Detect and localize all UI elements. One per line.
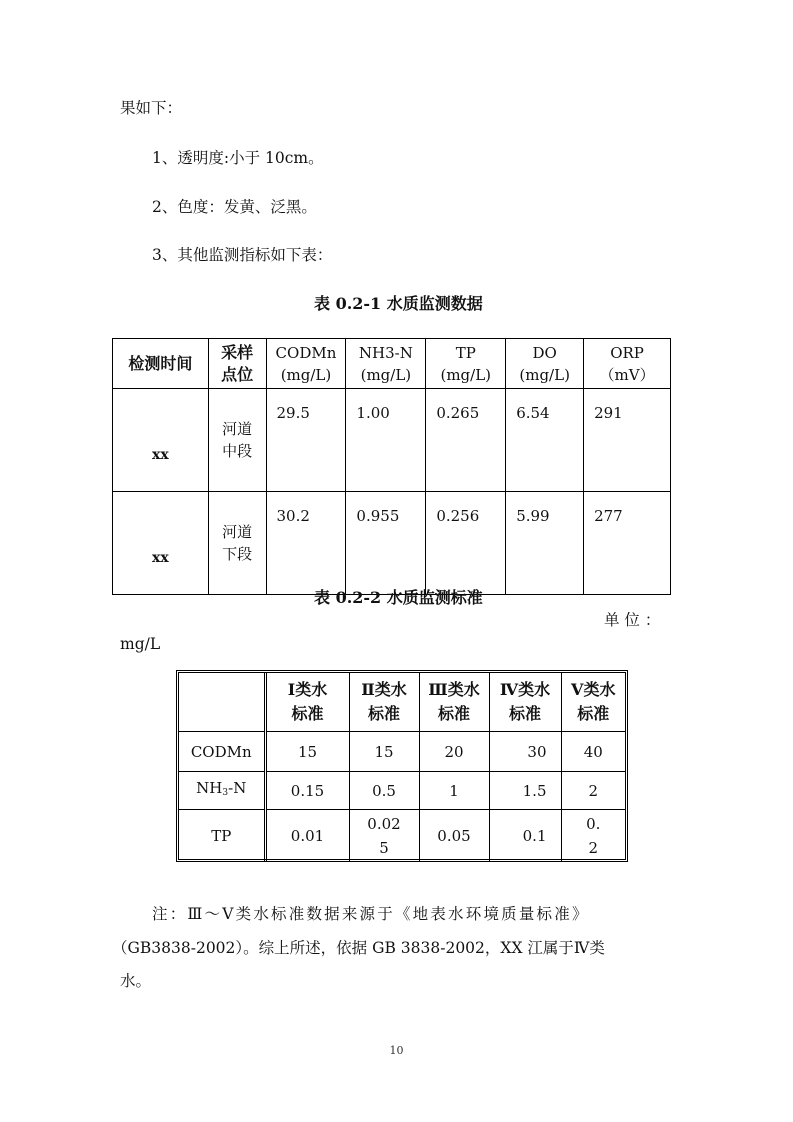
table1-caption: 表 0.2-1 水质监测数据 (314, 294, 483, 313)
cell-nh3n: 1.00 (346, 389, 426, 492)
header-cell: Ⅰ类水 标准 (265, 673, 349, 732)
unit-value: mg/L (120, 635, 161, 653)
table-row (113, 389, 671, 492)
note-line-1: 注：Ⅲ～Ⅴ类水标准数据来源于《地表水环境质量标准》 (152, 905, 590, 923)
cell-codmn: 29.5 (266, 389, 346, 492)
cell-value: 1 (419, 772, 489, 810)
row-label: TP (179, 810, 265, 863)
cell-time: xx (113, 389, 209, 492)
table-row (179, 772, 625, 810)
header-cell: ORP （mV） (584, 339, 671, 389)
cell-do: 6.54 (506, 389, 584, 492)
cell-value: 0.01 (265, 810, 349, 863)
table-header-row (179, 673, 625, 732)
page-number: 10 (389, 1044, 404, 1057)
note-line-3: 水。 (120, 972, 152, 990)
cell-site: 河道 下段 (208, 492, 266, 595)
cell-tp: 0.256 (426, 492, 506, 595)
header-cell-empty (179, 673, 265, 732)
cell-orp: 291 (584, 389, 671, 492)
header-cell: TP (mg/L) (426, 339, 506, 389)
cell-value: 0.5 (349, 772, 419, 810)
water-quality-standard-table (176, 670, 628, 862)
cell-value: 20 (419, 732, 489, 772)
table-row (113, 492, 671, 595)
cell-value: 2 (561, 772, 625, 810)
cell-codmn: 30.2 (266, 492, 346, 595)
note-line-2: （GB3838-2002）。综上所述，依据 GB 3838-2002，XX 江属于Ⅳ类 (112, 939, 605, 957)
header-cell: 采样 点位 (208, 339, 266, 389)
cell-value: 15 (265, 732, 349, 772)
cell-value: 15 (349, 732, 419, 772)
cell-value: 30 (489, 732, 561, 772)
cell-value: 0. 2 (561, 810, 625, 863)
cell-value: 0.1 (489, 810, 561, 863)
header-cell: CODMn (mg/L) (266, 339, 346, 389)
header-cell: DO (mg/L) (506, 339, 584, 389)
header-cell: 检测时间 (113, 339, 209, 389)
row-label: $NH_3-N$ (179, 772, 265, 810)
list-item-transparency: 1、透明度:小于 10cm。 (152, 149, 324, 167)
cell-time: xx (113, 492, 209, 595)
list-item-other: 3、其他监测指标如下表： (152, 246, 333, 264)
cell-site: 河道 中段 (208, 389, 266, 492)
cell-value: 40 (561, 732, 625, 772)
cell-orp: 277 (584, 492, 671, 595)
header-cell: Ⅳ类水 标准 (489, 673, 561, 732)
cell-value: 0.05 (419, 810, 489, 863)
table-row (179, 810, 625, 863)
row-label: CODMn (179, 732, 265, 772)
intro-text: 果如下： (120, 99, 183, 117)
water-quality-data-table (112, 338, 671, 595)
table-header-row (113, 339, 671, 389)
header-cell: Ⅴ类水 标准 (561, 673, 625, 732)
cell-value: 1.5 (489, 772, 561, 810)
cell-value: 0.02 5 (349, 810, 419, 863)
cell-tp: 0.265 (426, 389, 506, 492)
cell-do: 5.99 (506, 492, 584, 595)
header-cell: NH3-N (mg/L) (346, 339, 426, 389)
header-cell: Ⅱ类水 标准 (349, 673, 419, 732)
list-item-color: 2、色度：发黄、泛黑。 (152, 198, 317, 216)
cell-value: 0.15 (265, 772, 349, 810)
header-cell: Ⅲ类水 标准 (419, 673, 489, 732)
table-row (179, 732, 625, 772)
unit-label: 单 位 ： (604, 611, 661, 629)
cell-nh3n: 0.955 (346, 492, 426, 595)
table2-caption: 表 0.2-2 水质监测标准 (314, 588, 483, 607)
